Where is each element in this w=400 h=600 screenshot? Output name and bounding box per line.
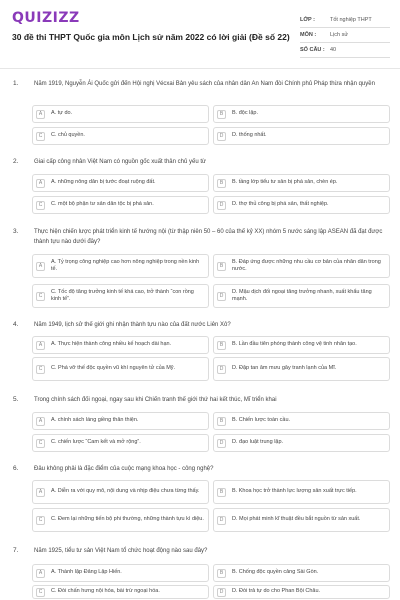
option-letter: C [36,439,45,448]
option-letter: C [36,365,45,374]
option-b[interactable] [213,105,390,123]
option-letter: D [217,132,226,141]
option-a[interactable] [32,105,209,123]
option-d[interactable] [213,357,390,381]
option-letter: B [217,488,226,497]
question-number: 2. [13,158,19,165]
option-text: B. Khoa học trở thành lực lượng sản xuất trực tiếp. [232,488,357,495]
option-letter: A [36,569,45,578]
question-number: 7. [13,547,19,554]
meta-row-class [300,13,390,28]
option-a[interactable] [32,336,209,354]
option-c[interactable] [32,196,209,214]
option-a[interactable] [32,564,209,582]
question-text: Trong chính sách đối ngoại, ngay sau khi Chiến tranh thế giới thứ hai kết thúc, Mĩ triển khai [34,397,277,403]
option-b[interactable] [213,174,390,192]
question-text: Năm 1925, tiểu tư sản Việt Nam tổ chức hoạt động nào sau đây? [34,548,208,554]
option-letter: C [36,201,45,210]
option-c[interactable] [32,127,209,145]
option-a[interactable] [32,412,209,430]
question-number: 3. [13,228,19,235]
option-d[interactable] [213,585,390,599]
option-letter: B [217,110,226,119]
option-b[interactable] [213,564,390,582]
option-letter: A [36,110,45,119]
header-divider [0,68,400,69]
option-letter: D [217,365,226,374]
option-text: C. Đòi chấn hưng nội hóa, bài trừ ngoại hóa. [51,588,160,595]
option-d[interactable] [213,434,390,452]
option-c[interactable] [32,434,209,452]
option-text: C. chủ quyền. [51,132,85,139]
option-letter: A [36,417,45,426]
quizizz-logo: QUIZIZZ [12,10,80,26]
option-letter: A [36,488,45,497]
option-text: A. chính sách láng giềng thân thiện. [51,417,139,424]
option-d[interactable] [213,127,390,145]
option-c[interactable] [32,284,209,308]
option-text: B. Chiến lược toàn cầu. [232,417,291,424]
option-d[interactable] [213,508,390,532]
option-text: B. Chống độc quyền cảng Sài Gòn. [232,569,319,576]
option-letter: C [36,516,45,525]
option-b[interactable] [213,254,390,278]
meta-row-subject [300,28,390,43]
option-text: C. một bộ phận tư sản dân tộc bị phá sản. [51,201,154,208]
option-text: B. tầng lớp tiểu tư sản bị phá sản, chèn ép. [232,179,338,186]
option-text: D. thống nhất. [232,132,267,139]
option-letter: D [217,588,226,597]
option-c[interactable] [32,585,209,599]
meta-value: Tốt nghiệp THPT [330,17,372,23]
option-letter: D [217,292,226,301]
option-c[interactable] [32,357,209,381]
meta-label: LỚP : [300,17,315,23]
option-text: C. Phá vỡ thế độc quyền vũ khí nguyên tử của Mỹ. [51,365,176,372]
option-b[interactable] [213,480,390,504]
option-letter: C [36,588,45,597]
option-text: C. chiến lược “Cam kết và mở rộng”. [51,439,141,446]
option-letter: B [217,179,226,188]
meta-value: Lịch sử [330,32,349,38]
option-text: B. Đáp ứng được những nhu cầu cơ bản của nhân dân trong nước. [232,258,381,272]
option-text: B. Lần đầu tiên phóng thành công vệ tinh nhân tạo. [232,341,357,348]
meta-label: MÔN : [300,32,317,38]
question-number: 6. [13,465,19,472]
option-letter: B [217,417,226,426]
option-text: A. những nông dân bị tước đoạt ruộng đất. [51,179,156,186]
option-text: C. Đem lại những tiến bộ phi thường, những thành tựu kì diệu. [51,516,204,523]
question-number: 4. [13,321,19,328]
question-text: Đâu không phải là đặc điểm của cuộc mạng khoa học - công nghệ? [34,466,214,472]
meta-value: 40 [330,47,337,53]
option-letter: C [36,292,45,301]
option-text: A. Thực hiện thành công nhiều kế hoạch dài hạn. [51,341,172,348]
option-text: D. thợ thủ công bị phá sản, thất nghiệp. [232,201,329,208]
question-text: Năm 1949, lịch sử thế giới ghi nhận thành tựu nào của đất nước Liên Xô? [34,322,231,328]
option-letter: A [36,341,45,350]
option-text: A. tự do. [51,110,73,117]
meta-table [300,13,390,58]
option-letter: A [36,262,45,271]
meta-label: SỐ CÂU : [300,47,325,53]
option-d[interactable] [213,196,390,214]
option-text: D. Đập tan âm mưu gây tranh lạnh của Mĩ. [232,365,337,372]
question-text: Giai cấp công nhân Việt Nam có nguồn gốc xuất thân chủ yếu từ [34,159,207,165]
question-text: Thực hiện chiến lược phát triển kinh tế hướng nội (từ thập niên 50 – 60 của thế kỷ XX) nhóm 5 nước sáng lập ASEAN đã đạt được thành tựu nào dưới đây? [34,229,383,245]
option-d[interactable] [213,284,390,308]
option-a[interactable] [32,174,209,192]
page-header [0,0,400,70]
option-letter: B [217,341,226,350]
question-text: Năm 1919, Nguyễn Ái Quốc gửi đến Hội nghị Vécxai Bản yêu sách của nhân dân An Nam đòi Chính phủ Pháp thừa nhận quyền [34,81,375,87]
question-number: 5. [13,396,19,403]
option-text: A. Thành lập Đảng Lập Hiến. [51,569,122,576]
option-letter: B [217,262,226,271]
option-letter: D [217,439,226,448]
meta-row-count [300,43,390,58]
option-letter: D [217,201,226,210]
option-text: D. Đòi trả tự do cho Phan Bội Châu. [232,588,321,595]
question-number: 1. [13,80,19,87]
option-a[interactable] [32,254,209,278]
option-b[interactable] [213,336,390,354]
option-letter: B [217,569,226,578]
option-letter: C [36,132,45,141]
option-letter: D [217,516,226,525]
option-text: A. Diễn ra với quy mô, nội dung và nhịp điệu chưa từng thấy. [51,488,200,495]
option-text: D. đạo luật trung lập. [232,439,284,446]
option-text: A. Tỷ trọng công nghiệp cao hơn nông nghiệp trong nền kinh tế. [51,258,200,272]
page-title: 30 đề thi THPT Quốc gia môn Lịch sử năm 2022 có lời giải (Đề số 22) [12,32,290,42]
option-c[interactable] [32,508,209,532]
option-text: C. Tốc độ tăng trưởng kinh tế khá cao, trở thành “con rồng kinh tế”. [51,288,194,302]
option-letter: A [36,179,45,188]
option-text: D. Mọi phát minh kĩ thuật đều bắt nguồn từ sản xuất. [232,516,361,523]
option-text: B. độc lập. [232,110,258,117]
option-a[interactable] [32,480,209,504]
option-text: D. Mậu dịch đối ngoại tăng trưởng nhanh, xuất khẩu tăng mạnh. [232,288,372,302]
option-b[interactable] [213,412,390,430]
